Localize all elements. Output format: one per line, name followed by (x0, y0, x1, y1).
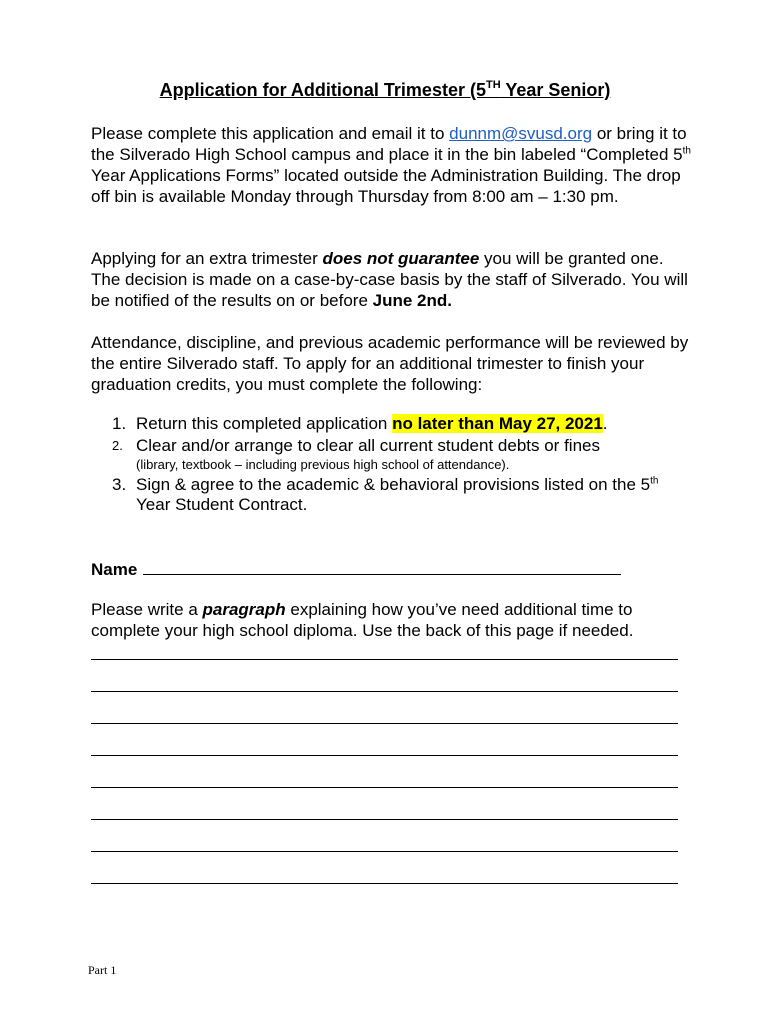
requirements-list (112, 414, 692, 515)
list-item: 2. Clear and/or arrange to clear all current student debts or fines (112, 436, 600, 455)
list-item: 3. Sign & agree to the academic & behavioral provisions listed on the 5th Year Student Contract. (112, 475, 659, 514)
list-item: 1. Return this completed application no later than May 27, 2021. (112, 414, 608, 433)
deadline-date: June 2nd. (372, 291, 452, 310)
intro-paragraph: Please complete this application and email it to dunnm@svusd.org or bring it to the Silverado High School campus and place it in the bin labeled “Completed 5th Year Applications Forms” located outside the Administration Building. The drop off bin is available Monday through Thursday from 8:00 am – 1:30 pm. (91, 124, 691, 206)
paragraph-instructions: Please write a paragraph explaining how you’ve need additional time to complete your high school diploma. Use the back of this page if needed. (91, 600, 634, 640)
page-title: Application for Additional Trimester (5TH Year Senior) (159, 79, 611, 100)
writing-line[interactable] (91, 883, 678, 884)
writing-line[interactable] (91, 787, 678, 788)
name-field-row (91, 558, 621, 580)
name-field[interactable] (143, 558, 621, 575)
writing-line[interactable] (91, 691, 678, 692)
title-superscript: TH (485, 79, 501, 91)
writing-line[interactable] (91, 723, 678, 724)
deadline-highlight: no later than May 27, 2021 (392, 414, 603, 433)
email-link[interactable]: dunnm@svusd.org (449, 124, 593, 143)
list-item-note: (library, textbook – including previous high school of attendance). (136, 457, 510, 472)
writing-line[interactable] (91, 755, 678, 756)
guarantee-paragraph: Applying for an extra trimester does not guarantee you will be granted one. The decision is made on a case-by-case basis by the staff of Silverado. You will be notified of the results on or before June 2nd. (91, 249, 688, 310)
paragraph-emphasis: paragraph (202, 600, 286, 619)
name-label: Name (91, 560, 138, 579)
writing-line[interactable] (91, 659, 678, 660)
writing-line[interactable] (91, 819, 678, 820)
page-footer: Part 1 (88, 963, 117, 977)
guarantee-emphasis: does not guarantee (322, 249, 480, 268)
attendance-paragraph: Attendance, discipline, and previous academic performance will be reviewed by the entire Silverado staff. To apply for an additional trimester to finish your graduation credits, you must complete the following: (91, 333, 689, 394)
writing-line[interactable] (91, 851, 678, 852)
